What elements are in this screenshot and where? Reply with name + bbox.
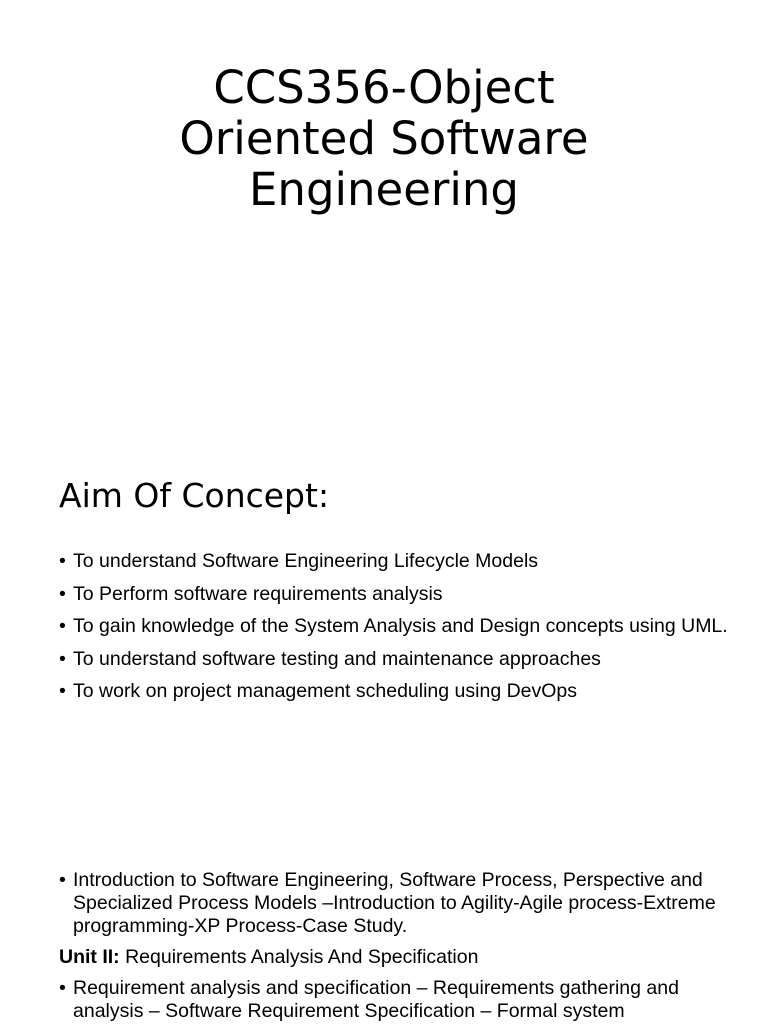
- title-line-2: Oriented Software: [179, 112, 589, 165]
- title-line-1: CCS356-Object: [213, 61, 555, 114]
- aim-list: [59, 550, 729, 713]
- aim-item-text: To gain knowledge of the System Analysis and Design concepts using UML.: [73, 615, 728, 637]
- unit-2-heading: [59, 946, 729, 969]
- bullet-icon: •: [59, 869, 66, 891]
- aim-item: [59, 680, 729, 703]
- aim-heading: Aim Of Concept:: [59, 476, 330, 515]
- slide-title: [0, 62, 768, 215]
- bullet-icon: •: [59, 680, 66, 702]
- bullet-icon: •: [59, 647, 66, 670]
- aim-item-text: To understand software testing and maintenance approaches: [73, 647, 601, 670]
- aim-item-text: To understand Software Engineering Lifecycle Models: [73, 550, 539, 572]
- unit-1-text: Introduction to Software Engineering, Software Process, Perspective and Specialized Process Models –Introduction to Agility-Agile process-Extreme programming-XP Process-Case Study.: [73, 869, 716, 937]
- bullet-icon: •: [59, 550, 66, 572]
- syllabus-list: [59, 869, 729, 1031]
- aim-item-text: To work on project management scheduling using DevOps: [73, 680, 578, 702]
- bullet-icon: •: [59, 615, 66, 637]
- aim-item: [59, 615, 729, 638]
- aim-item-text: To Perform software requirements analysis: [73, 582, 443, 605]
- bullet-icon: •: [59, 582, 66, 605]
- aim-item: [59, 583, 729, 606]
- title-line-3: Engineering: [249, 163, 519, 216]
- unit-2-content: [59, 977, 729, 1023]
- unit-2-title: Requirements Analysis And Specification: [119, 946, 479, 968]
- aim-item: [59, 648, 729, 671]
- unit-1-content: [59, 869, 729, 938]
- bullet-icon: •: [59, 977, 66, 999]
- aim-item: [59, 550, 729, 573]
- unit-2-text: Requirement analysis and specification – Requirements gathering and analysis – Software Requirement Specification – Formal system: [73, 977, 679, 1022]
- unit-2-label: Unit II:: [59, 946, 120, 968]
